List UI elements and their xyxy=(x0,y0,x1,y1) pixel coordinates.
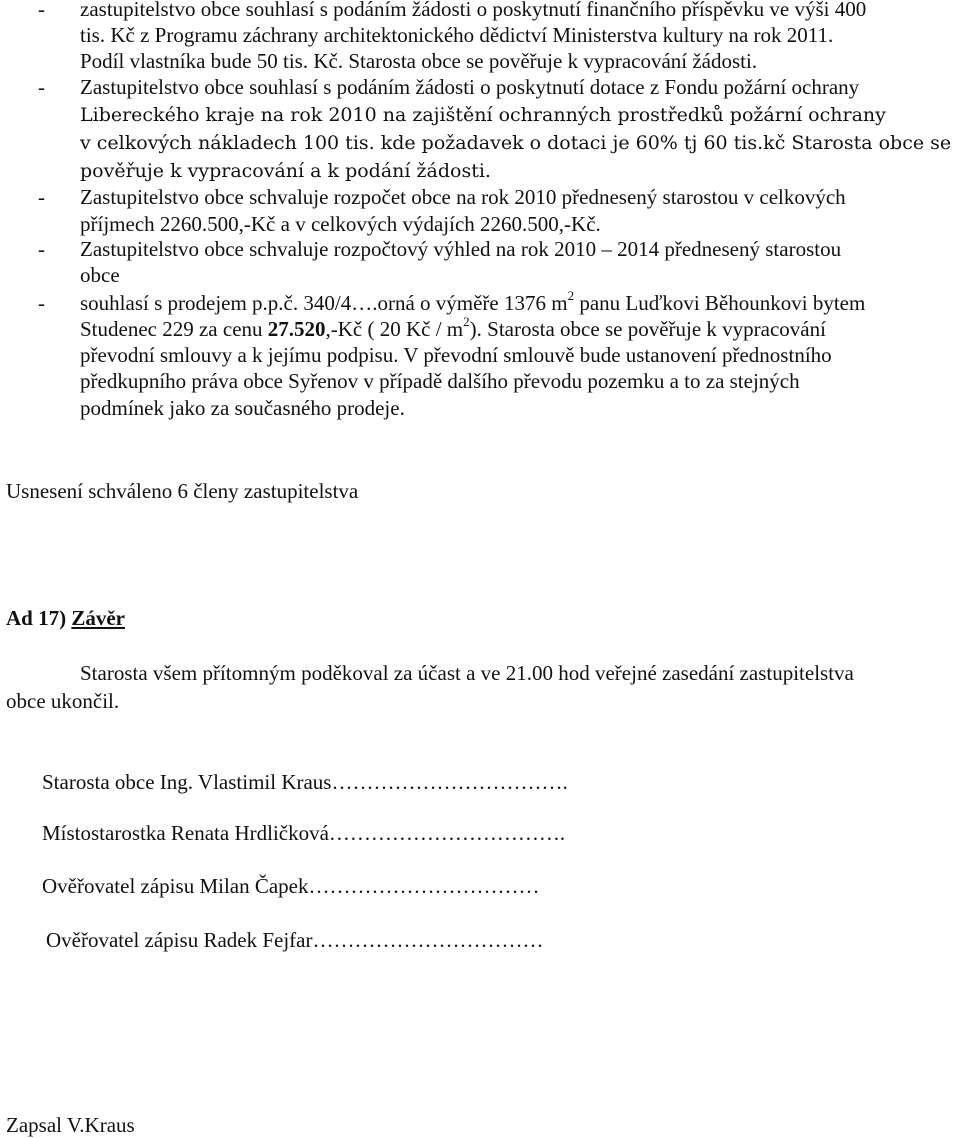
closing-line-2: obce ukončil. xyxy=(6,689,120,713)
item-3-dash: - xyxy=(38,185,45,209)
signature-mayor: Starosta obce Ing. Vlastimil Kraus……………………………. xyxy=(42,770,568,794)
closing-line-1: Starosta všem přítomným poděkoval za účast a ve 21.00 hod veřejné zasedání zastupitelstva xyxy=(80,661,854,685)
item-5-dash: - xyxy=(38,291,45,315)
closing-heading: Ad 17) Závěr xyxy=(6,606,125,630)
item-2-line-3: v celkových nákladech 100 tis. kde požadavek o dotaci je 60% tj 60 tis.kč Starosta obce se xyxy=(80,132,952,154)
item-5-line-3: převodní smlouvy a k jejímu podpisu. V převodní smlouvě bude ustanovení přednostního xyxy=(80,343,832,367)
item-4-dash: - xyxy=(38,237,45,261)
item-1-line-2: tis. Kč z Programu záchrany architektonického dědictví Ministerstva kultury na rok 2011. xyxy=(80,23,834,47)
resolution-note: Usnesení schváleno 6 členy zastupitelstva xyxy=(6,479,359,503)
item-5-line-1: souhlasí s prodejem p.p.č. 340/4….orná o výměře 1376 $m^2$ panu Luďkovi Běhounkovi bytem xyxy=(80,288,866,315)
recorder-note: Zapsal V.Kraus xyxy=(6,1113,135,1137)
item-4-line-2: obce xyxy=(80,263,120,287)
item-1-line-1: zastupitelstvo obce souhlasí s podáním žádosti o poskytnutí finančního příspěvku ve výši 400 xyxy=(80,0,867,21)
item-1-line-3: Podíl vlastníka bude 50 tis. Kč. Starosta obce se pověřuje k vypracování žádosti. xyxy=(80,49,758,73)
item-2-line-2: Libereckého kraje na rok 2010 na zajištění ochranných prostředků požární ochrany xyxy=(80,104,886,126)
item-3-line-1: Zastupitelstvo obce schvaluje rozpočet obce na rok 2010 přednesený starostou v celkových xyxy=(80,185,846,209)
item-4-line-1: Zastupitelstvo obce schvaluje rozpočtový výhled na rok 2010 – 2014 přednesený starostou xyxy=(80,237,842,261)
item-2-line-1: Zastupitelstvo obce souhlasí s podáním žádosti o poskytnutí dotace z Fondu požární ochrany xyxy=(80,75,860,99)
item-5-line-2: Studenec 229 za cenu 27.520,-Kč ( 20 Kč / $m^2$). Starosta obce se pověřuje k vypracování xyxy=(80,314,826,341)
signature-verifier-2: Ověřovatel zápisu Radek Fejfar…………………………… xyxy=(46,928,544,952)
item-2-line-4: pověřuje k vypracování a k podání žádosti. xyxy=(80,160,491,182)
signature-deputy-mayor: Místostarostka Renata Hrdličková……………………………. xyxy=(42,821,566,845)
item-5-line-4: předkupního práva obce Syřenov v případě dalšího převodu pozemku a to za stejných xyxy=(80,369,800,393)
item-2-dash: - xyxy=(38,75,45,99)
signature-verifier-1: Ověřovatel zápisu Milan Čapek…………………………… xyxy=(42,874,540,898)
item-1-dash: - xyxy=(38,0,45,21)
item-3-line-2: příjmech 2260.500,-Kč a v celkových výdajích 2260.500,-Kč. xyxy=(80,212,601,236)
item-5-line-5: podmínek jako za současného prodeje. xyxy=(80,396,405,420)
